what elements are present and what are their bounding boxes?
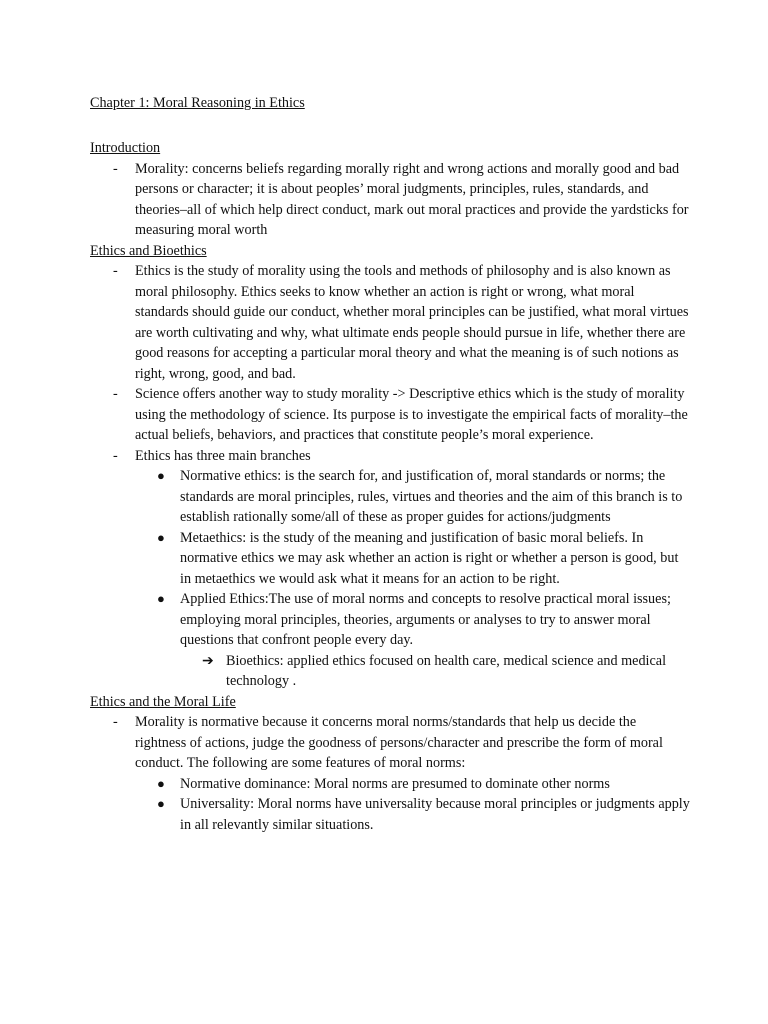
list-item xyxy=(90,261,690,384)
dash-marker: - xyxy=(113,714,118,730)
dash-marker: - xyxy=(113,160,118,177)
document-body xyxy=(90,138,690,835)
bullet-marker: ● xyxy=(157,796,165,811)
chapter-title: Chapter 1: Moral Reasoning in Ethics xyxy=(90,95,305,111)
section-heading-ethics-and-bioethics: Ethics and Bioethics xyxy=(90,242,207,259)
list-item xyxy=(90,446,690,467)
list-item-text: Ethics is the study of morality using the tools and methods of philosophy and is also known as moral philosophy. Ethics seeks to know whether an action is right or wrong, what moral standards should guide our conduct, whether moral principles can be justified, what moral virtues are worth cultivating and why, what ultimate ends people should pursue in life, whether there are good reasons for accepting a particular moral theory and what the meaning is of such notions as right, wrong, good, and bad. xyxy=(135,263,689,382)
bullet-marker: ● xyxy=(157,775,165,791)
list-item-text: Ethics has three main branches xyxy=(135,447,311,464)
bullet-item xyxy=(90,794,690,835)
bullet-item-text: Metaethics: is the study of the meaning and justification of basic moral beliefs. In normative ethics we may ask whether an action is right or whether a person is good, but in metaethics we would ask what it means for an action to be right. xyxy=(180,529,679,587)
bullet-item-text: Normative ethics: is the search for, and justification of, moral standards or norms; the standards are moral principles, rules, virtues and theories and the aim of this branch is to establish rationally some/all of these as proper guides for actions/judgments xyxy=(180,468,683,525)
bullet-item-text: Universality: Moral norms have universality because moral principles or judgments apply in all relevantly similar situations. xyxy=(180,796,690,833)
arrow-item-text: Bioethics: applied ethics focused on health care, medical science and medical technology . xyxy=(226,652,667,689)
bullet-item-text: Normative dominance: Moral norms are presumed to dominate other norms xyxy=(180,775,610,792)
dash-marker: - xyxy=(113,263,118,279)
list-item xyxy=(90,384,690,446)
bullet-item xyxy=(90,774,690,795)
dash-marker: - xyxy=(113,386,118,402)
arrow-item xyxy=(90,651,690,692)
section-heading-ethics-and-the-moral-life: Ethics and the Moral Life xyxy=(90,693,236,710)
bullet-marker: ● xyxy=(157,591,165,606)
list-item xyxy=(90,159,690,241)
bullet-item xyxy=(90,589,690,651)
bullet-item-text: Applied Ethics:The use of moral norms and concepts to resolve practical moral issues; employing moral principles, theories, arguments or analyses to try to answer moral questions that confront people every day. xyxy=(180,591,671,648)
bullet-marker: ● xyxy=(157,529,165,545)
arrow-icon: ➔ xyxy=(202,652,214,669)
bullet-item xyxy=(90,528,690,590)
section-heading-introduction: Introduction xyxy=(90,140,161,156)
bullet-marker: ● xyxy=(157,468,165,483)
list-item-text: Morality: concerns beliefs regarding morally right and wrong actions and morally good and bad persons or character; it is about peoples’ moral judgments, principles, rules, standards, and theories–all of which help direct conduct, mark out moral practices and provide the yardsticks for measuring moral worth xyxy=(135,160,689,238)
dash-marker: - xyxy=(113,447,118,464)
bullet-item xyxy=(90,466,690,528)
list-item-text: Science offers another way to study morality -> Descriptive ethics which is the study of morality using the methodology of science. Its purpose is to investigate the empirical facts of morality–the actual beliefs, behaviors, and practices that constitute people’s moral experience. xyxy=(135,386,688,443)
list-item-text: Morality is normative because it concerns moral norms/standards that help us decide the rightness of actions, judge the goodness of persons/character and prescribe the form of moral conduct. The following are some features of moral norms: xyxy=(135,714,663,771)
list-item xyxy=(90,712,690,774)
